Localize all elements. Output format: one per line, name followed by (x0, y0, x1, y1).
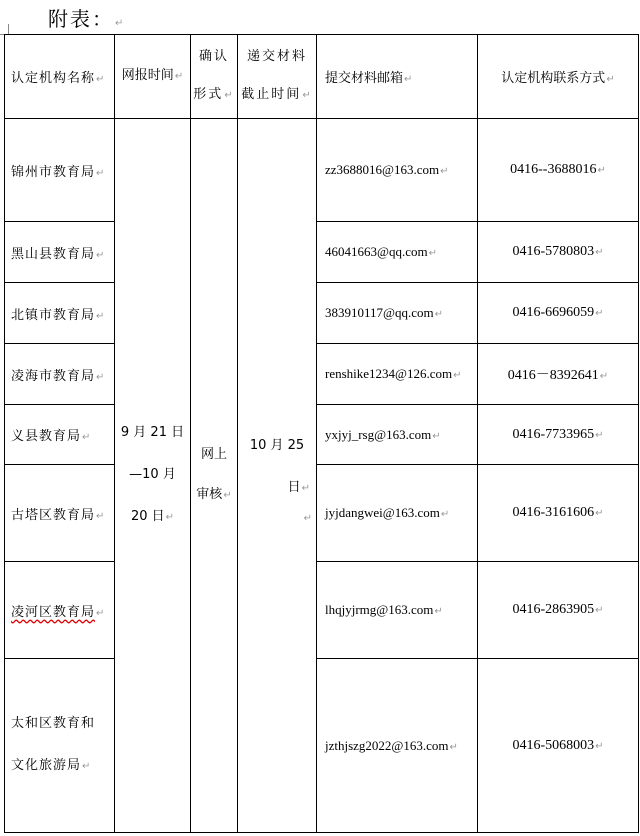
table-row (5, 465, 639, 562)
row-email-text: zz3688016@163.com (325, 162, 440, 177)
paragraph-mark-icon: ↵ (96, 310, 106, 322)
paragraph-mark-icon: ↵ (595, 429, 604, 441)
paragraph-mark-icon: ↵ (432, 430, 441, 442)
merged-form-line2 (191, 475, 237, 516)
row-name (5, 222, 115, 283)
table-row (5, 405, 639, 465)
paragraph-mark-icon: ↵ (82, 432, 92, 443)
paragraph-mark-icon: ↵ (96, 607, 106, 619)
header-online-time-text: 网报时间 (121, 68, 174, 83)
row-name (5, 465, 115, 562)
row-phone (478, 222, 639, 283)
row-email (317, 222, 478, 283)
header-confirm-form (191, 35, 238, 119)
merged-deadline-line1: 10 月 25 (249, 437, 305, 453)
table-row (5, 283, 639, 344)
row-phone (478, 344, 639, 405)
table-row (5, 659, 639, 833)
table-row (5, 562, 639, 659)
row-email (317, 405, 478, 465)
paragraph-mark-icon: ↵ (606, 74, 615, 85)
paragraph-mark-icon: ↵ (595, 605, 604, 616)
row-phone (478, 659, 639, 833)
row-name (5, 119, 115, 222)
paragraph-mark-icon: ↵ (174, 71, 184, 82)
row-name-text: 黑山县教育局 (11, 246, 96, 262)
merged-online-time (115, 119, 191, 833)
paragraph-mark-icon: ↵ (440, 509, 450, 520)
paragraph-mark-icon: ↵ (404, 74, 413, 85)
header-name (5, 35, 115, 119)
row-name-line2-text: 文化旅游局 (11, 758, 82, 773)
row-phone-text: 0416-2863905 (512, 602, 595, 617)
paragraph-mark-icon: ↵ (595, 740, 604, 752)
paragraph-mark-icon: ↵ (453, 370, 462, 381)
header-email (317, 35, 478, 119)
merged-date-line1: 9 月 21 日 (120, 425, 185, 440)
row-email-text: lhqjyjrmg@163.com (325, 602, 434, 617)
header-name-text: 认定机构名称 (11, 71, 96, 86)
paragraph-mark-icon: ↵ (223, 490, 232, 501)
row-email-text: renshike1234@126.com (325, 366, 453, 381)
header-online-time (115, 35, 191, 119)
header-deadline-line2-text: 截止时间 (241, 87, 302, 102)
paragraph-mark-icon: ↵ (302, 90, 313, 101)
page-title (48, 6, 125, 37)
paragraph-mark-icon: ↵ (434, 309, 444, 320)
row-email-text: jyjdangwei@163.com (325, 505, 440, 520)
row-phone (478, 562, 639, 659)
paragraph-mark-icon: ↵ (440, 166, 449, 177)
row-name-text: 凌河区教育局 (11, 604, 96, 620)
paragraph-mark-icon: ↵ (96, 249, 106, 261)
row-name-text: 义县教育局 (11, 429, 82, 444)
paragraph-mark-icon: ↵ (96, 74, 106, 85)
paragraph-mark-icon: ↵ (434, 606, 443, 617)
paragraph-mark-icon: ↵ (165, 512, 175, 523)
row-phone-text: 0416－8392641 (507, 368, 599, 383)
row-phone-text: 0416-5068003 (512, 737, 595, 753)
header-email-text: 提交材料邮箱 (325, 71, 404, 86)
institution-table (4, 34, 639, 833)
row-name-line1: 太和区教育和 (11, 716, 96, 731)
merged-deadline-line3 (238, 510, 316, 527)
paragraph-mark-icon: ↵ (303, 512, 312, 524)
header-confirm-form-line2 (191, 76, 237, 115)
row-name (5, 344, 115, 405)
row-phone (478, 283, 639, 344)
row-name (5, 283, 115, 344)
row-email (317, 344, 478, 405)
paragraph-mark-icon: ↵ (301, 482, 310, 494)
paragraph-mark-icon: ↵ (595, 508, 604, 519)
row-name-text: 凌海市教育局 (11, 368, 96, 384)
paragraph-mark-icon: ↵ (115, 18, 126, 29)
row-email-text: 46041663@qq.com (325, 244, 428, 259)
table-row (5, 222, 639, 283)
header-confirm-form-line2-text: 形式 (193, 87, 224, 102)
header-row (5, 35, 639, 119)
paragraph-mark-icon: ↵ (597, 165, 606, 176)
header-contact-text: 认定机构联系方式 (501, 71, 606, 86)
table-row (5, 344, 639, 405)
row-name-line2 (11, 745, 114, 788)
paragraph-mark-icon: ↵ (96, 167, 106, 179)
merged-date-line3-text: 20 日 (130, 509, 165, 524)
merged-date-line3 (115, 496, 190, 539)
merged-deadline-line2 (238, 467, 316, 510)
row-email-text: jzthjszg2022@163.com (325, 737, 449, 753)
merged-form-line2-text: 审核 (196, 487, 223, 502)
row-phone-text: 0416--3688016 (510, 162, 597, 177)
row-name-text: 古塔区教育局 (11, 507, 96, 523)
row-phone (478, 465, 639, 562)
paragraph-mark-icon: ↵ (428, 248, 437, 259)
merged-date-line2: —10 月 (129, 467, 176, 482)
row-email (317, 659, 478, 833)
table-row (5, 119, 639, 222)
row-email (317, 562, 478, 659)
row-phone (478, 119, 639, 222)
paragraph-mark-icon: ↵ (82, 761, 92, 772)
row-phone-text: 0416-6696059 (512, 305, 595, 320)
header-deadline-line1: 递交材料 (246, 49, 307, 64)
row-name (5, 562, 115, 659)
header-contact (478, 35, 639, 119)
paragraph-mark-icon: ↵ (595, 247, 604, 258)
paragraph-mark-icon: ↵ (449, 741, 458, 753)
row-email-text: 383910117@qq.com (325, 305, 434, 320)
paragraph-mark-icon: ↵ (599, 371, 609, 382)
merged-confirm-form (191, 119, 238, 833)
paragraph-mark-icon: ↵ (96, 371, 106, 383)
row-phone (478, 405, 639, 465)
header-confirm-form-line1: 确认 (198, 49, 229, 64)
row-phone-text: 0416-5780803 (512, 244, 595, 259)
title-text: 附表： (48, 7, 114, 31)
merged-deadline (238, 119, 317, 833)
paragraph-mark-icon: ↵ (96, 510, 106, 522)
row-name (5, 659, 115, 833)
row-name-text: 北镇市教育局 (11, 307, 96, 323)
row-phone-text: 0416-3161606 (512, 505, 595, 520)
paragraph-mark-icon: ↵ (224, 90, 235, 101)
header-deadline-line2 (238, 76, 316, 115)
row-email (317, 283, 478, 344)
row-email-text: yxjyj_rsg@163.com (325, 426, 432, 442)
row-name-text: 锦州市教育局 (11, 164, 96, 180)
row-name (5, 405, 115, 465)
merged-deadline-line2-text: 日 (287, 479, 301, 495)
paragraph-mark-icon: ↵ (595, 308, 604, 319)
row-email (317, 119, 478, 222)
row-email (317, 465, 478, 562)
row-phone-text: 0416-7733965 (512, 426, 595, 442)
merged-form-line1: 网上 (200, 447, 227, 462)
header-deadline (238, 35, 317, 119)
